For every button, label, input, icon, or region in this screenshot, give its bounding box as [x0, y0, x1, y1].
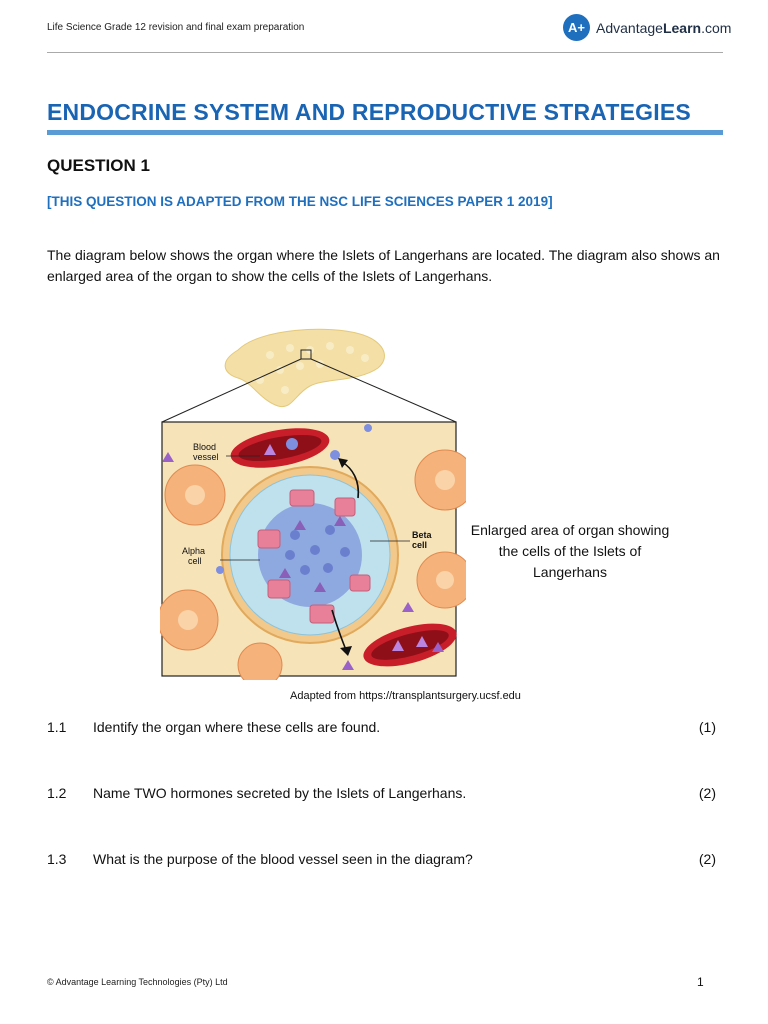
question-source: [THIS QUESTION IS ADAPTED FROM THE NSC LIFE SCIENCES PAPER 1 2019] [47, 194, 553, 209]
question-number: 1.1 [47, 719, 67, 735]
aplus-badge-icon: A+ [563, 14, 590, 41]
intro-paragraph: The diagram below shows the organ where the Islets of Langerhans are located. The diagram also shows an enlarged area of the organ to show the cells of the Islets of Langerhans. [47, 247, 720, 284]
footer-copyright: © Advantage Learning Technologies (Pty) Ltd [47, 977, 228, 987]
title-underline [47, 130, 723, 135]
pancreas-shape [225, 329, 384, 406]
question-text: What is the purpose of the blood vessel seen in the diagram? [93, 851, 473, 867]
page-number: 1 [697, 975, 704, 989]
question-marks: (2) [698, 851, 716, 867]
brand-wordmark: AdvantageLearn.com [596, 19, 732, 36]
label-blood-vessel: Blood vessel [193, 442, 219, 462]
brand-logo [563, 14, 731, 41]
question-text: Identify the organ where these cells are found. [93, 719, 381, 735]
question-text: Name TWO hormones secreted by the Islets of Langerhans. [93, 785, 467, 801]
label-beta-cell: Beta cell [412, 530, 432, 550]
header-divider [47, 52, 723, 53]
label-alpha-cell: Alpha cell [182, 546, 206, 566]
figure-credit: Adapted from https://transplantsurgery.ucsf.edu [290, 690, 521, 702]
figure-caption: Enlarged area of organ showing the cells of the Islets of Langerhans [470, 522, 670, 580]
question-marks: (2) [698, 785, 716, 801]
question-marks: (1) [698, 719, 716, 735]
islet-diagram [160, 320, 466, 680]
course-header: Life Science Grade 12 revision and final exam preparation [47, 22, 305, 33]
question-number: 1.2 [47, 785, 67, 801]
page-title: ENDOCRINE SYSTEM AND REPRODUCTIVE STRATEGIES [47, 99, 691, 125]
question-heading: QUESTION 1 [47, 156, 150, 175]
question-number: 1.3 [47, 851, 67, 867]
